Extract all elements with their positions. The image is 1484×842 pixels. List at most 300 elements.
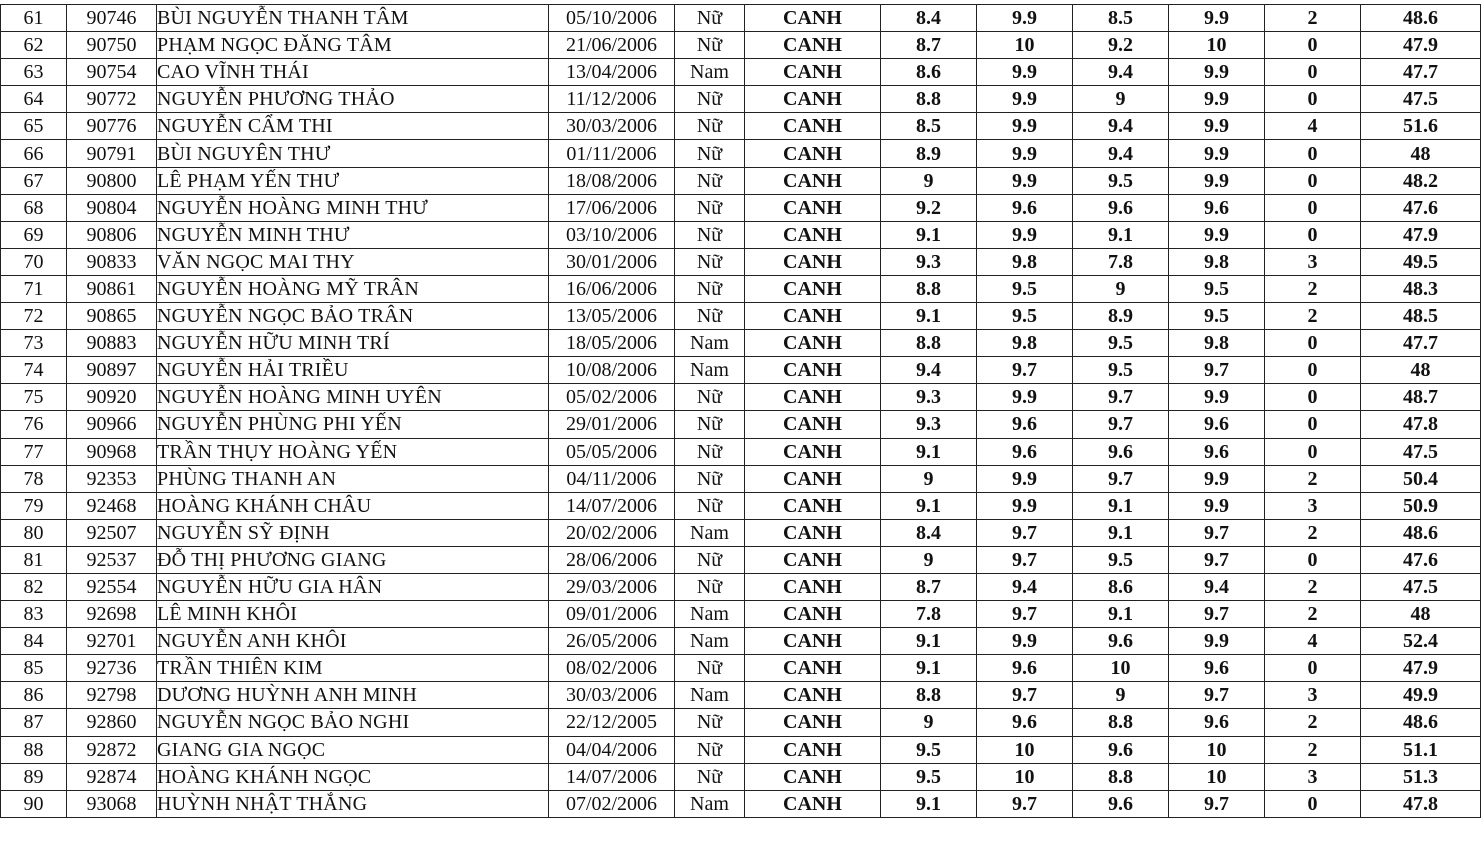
- bonus-points-cell: 2: [1265, 5, 1361, 32]
- birth-date-cell: 17/06/2006: [549, 194, 675, 221]
- gender-cell: Nam: [675, 628, 745, 655]
- student-name-cell: LÊ MINH KHÔI: [157, 601, 549, 628]
- birth-date-cell: 30/03/2006: [549, 113, 675, 140]
- table-row: [1, 330, 1481, 357]
- student-name-cell: BÙI NGUYỄN THANH TÂM: [157, 5, 549, 32]
- score-1-cell: 9.1: [881, 790, 977, 817]
- score-4-cell: 9.8: [1169, 248, 1265, 275]
- student-name-cell: NGUYỄN HẢI TRIỀU: [157, 357, 549, 384]
- gender-cell: Nữ: [675, 167, 745, 194]
- score-2-cell: 9.6: [977, 438, 1073, 465]
- score-4-cell: 10: [1169, 32, 1265, 59]
- bonus-points-cell: 4: [1265, 113, 1361, 140]
- class-cell: CANH: [745, 763, 881, 790]
- score-2-cell: 10: [977, 763, 1073, 790]
- birth-date-cell: 13/04/2006: [549, 59, 675, 86]
- row-number-cell: 70: [1, 248, 67, 275]
- total-score-cell: 51.3: [1361, 763, 1481, 790]
- score-4-cell: 9.9: [1169, 221, 1265, 248]
- bonus-points-cell: 0: [1265, 221, 1361, 248]
- candidate-number-cell: 92798: [67, 682, 157, 709]
- birth-date-cell: 05/10/2006: [549, 5, 675, 32]
- student-name-cell: NGUYỄN NGỌC BẢO TRÂN: [157, 303, 549, 330]
- bonus-points-cell: 2: [1265, 709, 1361, 736]
- candidate-number-cell: 90883: [67, 330, 157, 357]
- score-1-cell: 9.5: [881, 736, 977, 763]
- row-number-cell: 83: [1, 601, 67, 628]
- candidate-number-cell: 93068: [67, 790, 157, 817]
- class-cell: CANH: [745, 303, 881, 330]
- student-name-cell: HUỲNH NHẬT THẮNG: [157, 790, 549, 817]
- row-number-cell: 87: [1, 709, 67, 736]
- row-number-cell: 79: [1, 492, 67, 519]
- gender-cell: Nữ: [675, 248, 745, 275]
- class-cell: CANH: [745, 86, 881, 113]
- total-score-cell: 50.4: [1361, 465, 1481, 492]
- total-score-cell: 48.6: [1361, 519, 1481, 546]
- gender-cell: Nữ: [675, 303, 745, 330]
- class-cell: CANH: [745, 601, 881, 628]
- score-3-cell: 9.5: [1073, 357, 1169, 384]
- score-3-cell: 9.4: [1073, 113, 1169, 140]
- total-score-cell: 47.7: [1361, 59, 1481, 86]
- score-2-cell: 9.7: [977, 546, 1073, 573]
- score-2-cell: 9.9: [977, 167, 1073, 194]
- bonus-points-cell: 0: [1265, 59, 1361, 86]
- score-3-cell: 9.5: [1073, 167, 1169, 194]
- gender-cell: Nam: [675, 357, 745, 384]
- class-cell: CANH: [745, 682, 881, 709]
- gender-cell: Nam: [675, 790, 745, 817]
- gender-cell: Nữ: [675, 655, 745, 682]
- score-1-cell: 9.1: [881, 492, 977, 519]
- score-3-cell: 8.8: [1073, 709, 1169, 736]
- student-name-cell: TRẦN THIÊN KIM: [157, 655, 549, 682]
- total-score-cell: 47.8: [1361, 411, 1481, 438]
- score-3-cell: 9.5: [1073, 546, 1169, 573]
- birth-date-cell: 14/07/2006: [549, 492, 675, 519]
- birth-date-cell: 11/12/2006: [549, 86, 675, 113]
- score-4-cell: 9.9: [1169, 465, 1265, 492]
- score-4-cell: 9.7: [1169, 357, 1265, 384]
- table-row: [1, 601, 1481, 628]
- table-row: [1, 628, 1481, 655]
- gender-cell: Nữ: [675, 32, 745, 59]
- table-row: [1, 736, 1481, 763]
- table-row: [1, 465, 1481, 492]
- candidate-number-cell: 92353: [67, 465, 157, 492]
- student-name-cell: HOÀNG KHÁNH CHÂU: [157, 492, 549, 519]
- bonus-points-cell: 3: [1265, 763, 1361, 790]
- score-4-cell: 9.9: [1169, 492, 1265, 519]
- score-3-cell: 9.1: [1073, 519, 1169, 546]
- total-score-cell: 51.6: [1361, 113, 1481, 140]
- bonus-points-cell: 2: [1265, 465, 1361, 492]
- bonus-points-cell: 2: [1265, 275, 1361, 302]
- row-number-cell: 80: [1, 519, 67, 546]
- bonus-points-cell: 0: [1265, 330, 1361, 357]
- score-3-cell: 9.6: [1073, 736, 1169, 763]
- score-3-cell: 9: [1073, 86, 1169, 113]
- candidate-number-cell: 90804: [67, 194, 157, 221]
- score-4-cell: 9.9: [1169, 384, 1265, 411]
- score-1-cell: 8.8: [881, 330, 977, 357]
- table-row: [1, 167, 1481, 194]
- row-number-cell: 82: [1, 573, 67, 600]
- class-cell: CANH: [745, 167, 881, 194]
- birth-date-cell: 04/04/2006: [549, 736, 675, 763]
- bonus-points-cell: 2: [1265, 601, 1361, 628]
- table-row: [1, 59, 1481, 86]
- row-number-cell: 63: [1, 59, 67, 86]
- gender-cell: Nữ: [675, 763, 745, 790]
- student-name-cell: NGUYỄN SỸ ĐỊNH: [157, 519, 549, 546]
- total-score-cell: 48.6: [1361, 709, 1481, 736]
- score-4-cell: 9.9: [1169, 86, 1265, 113]
- birth-date-cell: 08/02/2006: [549, 655, 675, 682]
- row-number-cell: 76: [1, 411, 67, 438]
- row-number-cell: 61: [1, 5, 67, 32]
- birth-date-cell: 29/01/2006: [549, 411, 675, 438]
- bonus-points-cell: 2: [1265, 519, 1361, 546]
- row-number-cell: 71: [1, 275, 67, 302]
- birth-date-cell: 05/05/2006: [549, 438, 675, 465]
- birth-date-cell: 09/01/2006: [549, 601, 675, 628]
- gender-cell: Nam: [675, 59, 745, 86]
- candidate-number-cell: 92698: [67, 601, 157, 628]
- student-name-cell: NGUYỄN HỮU MINH TRÍ: [157, 330, 549, 357]
- score-2-cell: 9.7: [977, 357, 1073, 384]
- candidate-number-cell: 90966: [67, 411, 157, 438]
- class-cell: CANH: [745, 140, 881, 167]
- total-score-cell: 48.3: [1361, 275, 1481, 302]
- candidate-number-cell: 90750: [67, 32, 157, 59]
- score-3-cell: 9: [1073, 682, 1169, 709]
- total-score-cell: 48: [1361, 357, 1481, 384]
- class-cell: CANH: [745, 655, 881, 682]
- score-2-cell: 9.9: [977, 492, 1073, 519]
- total-score-cell: 48.2: [1361, 167, 1481, 194]
- birth-date-cell: 03/10/2006: [549, 221, 675, 248]
- table-row: [1, 519, 1481, 546]
- bonus-points-cell: 0: [1265, 140, 1361, 167]
- class-cell: CANH: [745, 465, 881, 492]
- birth-date-cell: 05/02/2006: [549, 384, 675, 411]
- candidate-number-cell: 92701: [67, 628, 157, 655]
- class-cell: CANH: [745, 32, 881, 59]
- score-2-cell: 9.6: [977, 411, 1073, 438]
- table-row: [1, 357, 1481, 384]
- class-cell: CANH: [745, 248, 881, 275]
- score-2-cell: 9.9: [977, 113, 1073, 140]
- score-2-cell: 9.9: [977, 59, 1073, 86]
- table-row: [1, 763, 1481, 790]
- row-number-cell: 65: [1, 113, 67, 140]
- score-2-cell: 10: [977, 736, 1073, 763]
- score-3-cell: 9.4: [1073, 140, 1169, 167]
- total-score-cell: 49.9: [1361, 682, 1481, 709]
- student-name-cell: NGUYỄN HOÀNG MINH THƯ: [157, 194, 549, 221]
- total-score-cell: 51.1: [1361, 736, 1481, 763]
- score-4-cell: 9.7: [1169, 546, 1265, 573]
- bonus-points-cell: 0: [1265, 384, 1361, 411]
- candidate-number-cell: 90754: [67, 59, 157, 86]
- candidate-number-cell: 92507: [67, 519, 157, 546]
- score-2-cell: 9.4: [977, 573, 1073, 600]
- candidate-number-cell: 92468: [67, 492, 157, 519]
- score-2-cell: 9.9: [977, 140, 1073, 167]
- gender-cell: Nam: [675, 682, 745, 709]
- score-3-cell: 9.2: [1073, 32, 1169, 59]
- student-name-cell: NGUYỄN PHÙNG PHI YẾN: [157, 411, 549, 438]
- gender-cell: Nữ: [675, 194, 745, 221]
- student-name-cell: PHÙNG THANH AN: [157, 465, 549, 492]
- birth-date-cell: 20/02/2006: [549, 519, 675, 546]
- student-name-cell: BÙI NGUYÊN THƯ: [157, 140, 549, 167]
- table-row: [1, 303, 1481, 330]
- table-row: [1, 411, 1481, 438]
- gender-cell: Nữ: [675, 465, 745, 492]
- row-number-cell: 68: [1, 194, 67, 221]
- gender-cell: Nữ: [675, 411, 745, 438]
- results-sheet: [0, 4, 1480, 818]
- row-number-cell: 85: [1, 655, 67, 682]
- row-number-cell: 72: [1, 303, 67, 330]
- student-name-cell: NGUYỄN MINH THƯ: [157, 221, 549, 248]
- total-score-cell: 50.9: [1361, 492, 1481, 519]
- birth-date-cell: 28/06/2006: [549, 546, 675, 573]
- table-row: [1, 546, 1481, 573]
- score-3-cell: 10: [1073, 655, 1169, 682]
- score-3-cell: 9.4: [1073, 59, 1169, 86]
- class-cell: CANH: [745, 492, 881, 519]
- score-4-cell: 9.9: [1169, 140, 1265, 167]
- score-3-cell: 9.6: [1073, 628, 1169, 655]
- score-2-cell: 9.9: [977, 86, 1073, 113]
- candidate-number-cell: 90772: [67, 86, 157, 113]
- candidate-number-cell: 92860: [67, 709, 157, 736]
- bonus-points-cell: 4: [1265, 628, 1361, 655]
- student-name-cell: GIANG GIA NGỌC: [157, 736, 549, 763]
- score-4-cell: 9.6: [1169, 411, 1265, 438]
- row-number-cell: 73: [1, 330, 67, 357]
- student-name-cell: NGUYỄN CẨM THI: [157, 113, 549, 140]
- gender-cell: Nữ: [675, 113, 745, 140]
- total-score-cell: 47.7: [1361, 330, 1481, 357]
- candidate-number-cell: 92872: [67, 736, 157, 763]
- table-row: [1, 384, 1481, 411]
- score-2-cell: 9.9: [977, 465, 1073, 492]
- gender-cell: Nữ: [675, 573, 745, 600]
- class-cell: CANH: [745, 357, 881, 384]
- score-2-cell: 9.6: [977, 655, 1073, 682]
- class-cell: CANH: [745, 438, 881, 465]
- score-4-cell: 9.9: [1169, 5, 1265, 32]
- class-cell: CANH: [745, 546, 881, 573]
- class-cell: CANH: [745, 573, 881, 600]
- table-row: [1, 655, 1481, 682]
- gender-cell: Nam: [675, 601, 745, 628]
- score-4-cell: 9.6: [1169, 655, 1265, 682]
- score-3-cell: 9.1: [1073, 221, 1169, 248]
- score-4-cell: 9.9: [1169, 167, 1265, 194]
- candidate-number-cell: 92537: [67, 546, 157, 573]
- score-1-cell: 8.4: [881, 5, 977, 32]
- student-name-cell: ĐỖ THỊ PHƯƠNG GIANG: [157, 546, 549, 573]
- score-4-cell: 9.5: [1169, 303, 1265, 330]
- row-number-cell: 78: [1, 465, 67, 492]
- score-3-cell: 9.5: [1073, 330, 1169, 357]
- row-number-cell: 90: [1, 790, 67, 817]
- table-row: [1, 682, 1481, 709]
- score-1-cell: 8.8: [881, 682, 977, 709]
- gender-cell: Nữ: [675, 5, 745, 32]
- gender-cell: Nữ: [675, 736, 745, 763]
- bonus-points-cell: 0: [1265, 546, 1361, 573]
- score-1-cell: 9: [881, 167, 977, 194]
- bonus-points-cell: 3: [1265, 492, 1361, 519]
- total-score-cell: 47.5: [1361, 438, 1481, 465]
- total-score-cell: 47.8: [1361, 790, 1481, 817]
- candidate-number-cell: 90833: [67, 248, 157, 275]
- score-1-cell: 9.1: [881, 303, 977, 330]
- score-1-cell: 8.5: [881, 113, 977, 140]
- gender-cell: Nam: [675, 519, 745, 546]
- student-name-cell: PHẠM NGỌC ĐĂNG TÂM: [157, 32, 549, 59]
- score-1-cell: 9: [881, 546, 977, 573]
- bonus-points-cell: 0: [1265, 86, 1361, 113]
- score-4-cell: 9.7: [1169, 519, 1265, 546]
- score-4-cell: 9.7: [1169, 790, 1265, 817]
- bonus-points-cell: 0: [1265, 357, 1361, 384]
- gender-cell: Nữ: [675, 140, 745, 167]
- class-cell: CANH: [745, 790, 881, 817]
- table-row: [1, 221, 1481, 248]
- total-score-cell: 47.5: [1361, 86, 1481, 113]
- table-row: [1, 86, 1481, 113]
- row-number-cell: 69: [1, 221, 67, 248]
- gender-cell: Nữ: [675, 709, 745, 736]
- score-2-cell: 9.7: [977, 682, 1073, 709]
- row-number-cell: 74: [1, 357, 67, 384]
- score-1-cell: 9.1: [881, 655, 977, 682]
- score-3-cell: 8.6: [1073, 573, 1169, 600]
- candidate-number-cell: 92554: [67, 573, 157, 600]
- class-cell: CANH: [745, 330, 881, 357]
- gender-cell: Nữ: [675, 438, 745, 465]
- score-1-cell: 9.1: [881, 438, 977, 465]
- score-3-cell: 8.5: [1073, 5, 1169, 32]
- score-4-cell: 10: [1169, 763, 1265, 790]
- table-row: [1, 275, 1481, 302]
- score-4-cell: 9.8: [1169, 330, 1265, 357]
- birth-date-cell: 07/02/2006: [549, 790, 675, 817]
- score-1-cell: 9.3: [881, 248, 977, 275]
- birth-date-cell: 26/05/2006: [549, 628, 675, 655]
- score-4-cell: 9.7: [1169, 601, 1265, 628]
- table-row: [1, 790, 1481, 817]
- birth-date-cell: 18/05/2006: [549, 330, 675, 357]
- score-3-cell: 9.6: [1073, 194, 1169, 221]
- score-2-cell: 9.6: [977, 194, 1073, 221]
- score-4-cell: 9.6: [1169, 709, 1265, 736]
- score-2-cell: 9.7: [977, 601, 1073, 628]
- class-cell: CANH: [745, 709, 881, 736]
- birth-date-cell: 21/06/2006: [549, 32, 675, 59]
- row-number-cell: 67: [1, 167, 67, 194]
- score-3-cell: 9.1: [1073, 601, 1169, 628]
- score-4-cell: 9.6: [1169, 438, 1265, 465]
- score-3-cell: 9.7: [1073, 411, 1169, 438]
- table-row: [1, 32, 1481, 59]
- table-row: [1, 248, 1481, 275]
- score-3-cell: 9.1: [1073, 492, 1169, 519]
- birth-date-cell: 18/08/2006: [549, 167, 675, 194]
- score-1-cell: 8.8: [881, 275, 977, 302]
- total-score-cell: 52.4: [1361, 628, 1481, 655]
- score-1-cell: 8.8: [881, 86, 977, 113]
- class-cell: CANH: [745, 411, 881, 438]
- score-3-cell: 8.8: [1073, 763, 1169, 790]
- score-1-cell: 8.9: [881, 140, 977, 167]
- total-score-cell: 49.5: [1361, 248, 1481, 275]
- class-cell: CANH: [745, 736, 881, 763]
- class-cell: CANH: [745, 628, 881, 655]
- bonus-points-cell: 3: [1265, 682, 1361, 709]
- table-body: [1, 5, 1481, 818]
- student-name-cell: HOÀNG KHÁNH NGỌC: [157, 763, 549, 790]
- table-row: [1, 140, 1481, 167]
- score-2-cell: 9.5: [977, 303, 1073, 330]
- total-score-cell: 48: [1361, 140, 1481, 167]
- score-2-cell: 9.9: [977, 5, 1073, 32]
- score-4-cell: 9.9: [1169, 59, 1265, 86]
- gender-cell: Nam: [675, 330, 745, 357]
- class-cell: CANH: [745, 384, 881, 411]
- total-score-cell: 48.7: [1361, 384, 1481, 411]
- candidate-number-cell: 90800: [67, 167, 157, 194]
- candidate-number-cell: 90776: [67, 113, 157, 140]
- score-1-cell: 9.2: [881, 194, 977, 221]
- student-name-cell: VĂN NGỌC MAI THY: [157, 248, 549, 275]
- score-4-cell: 9.7: [1169, 682, 1265, 709]
- score-1-cell: 9.5: [881, 763, 977, 790]
- student-name-cell: TRẦN THỤY HOÀNG YẾN: [157, 438, 549, 465]
- score-3-cell: 8.9: [1073, 303, 1169, 330]
- bonus-points-cell: 3: [1265, 248, 1361, 275]
- class-cell: CANH: [745, 221, 881, 248]
- score-4-cell: 9.9: [1169, 628, 1265, 655]
- score-1-cell: 7.8: [881, 601, 977, 628]
- score-2-cell: 9.6: [977, 709, 1073, 736]
- bonus-points-cell: 2: [1265, 736, 1361, 763]
- row-number-cell: 62: [1, 32, 67, 59]
- bonus-points-cell: 0: [1265, 194, 1361, 221]
- birth-date-cell: 16/06/2006: [549, 275, 675, 302]
- score-3-cell: 9.6: [1073, 438, 1169, 465]
- total-score-cell: 48.6: [1361, 5, 1481, 32]
- score-4-cell: 9.4: [1169, 573, 1265, 600]
- row-number-cell: 77: [1, 438, 67, 465]
- score-1-cell: 9.1: [881, 628, 977, 655]
- birth-date-cell: 13/05/2006: [549, 303, 675, 330]
- birth-date-cell: 01/11/2006: [549, 140, 675, 167]
- table-row: [1, 438, 1481, 465]
- score-2-cell: 9.8: [977, 248, 1073, 275]
- class-cell: CANH: [745, 194, 881, 221]
- table-row: [1, 709, 1481, 736]
- score-4-cell: 9.9: [1169, 113, 1265, 140]
